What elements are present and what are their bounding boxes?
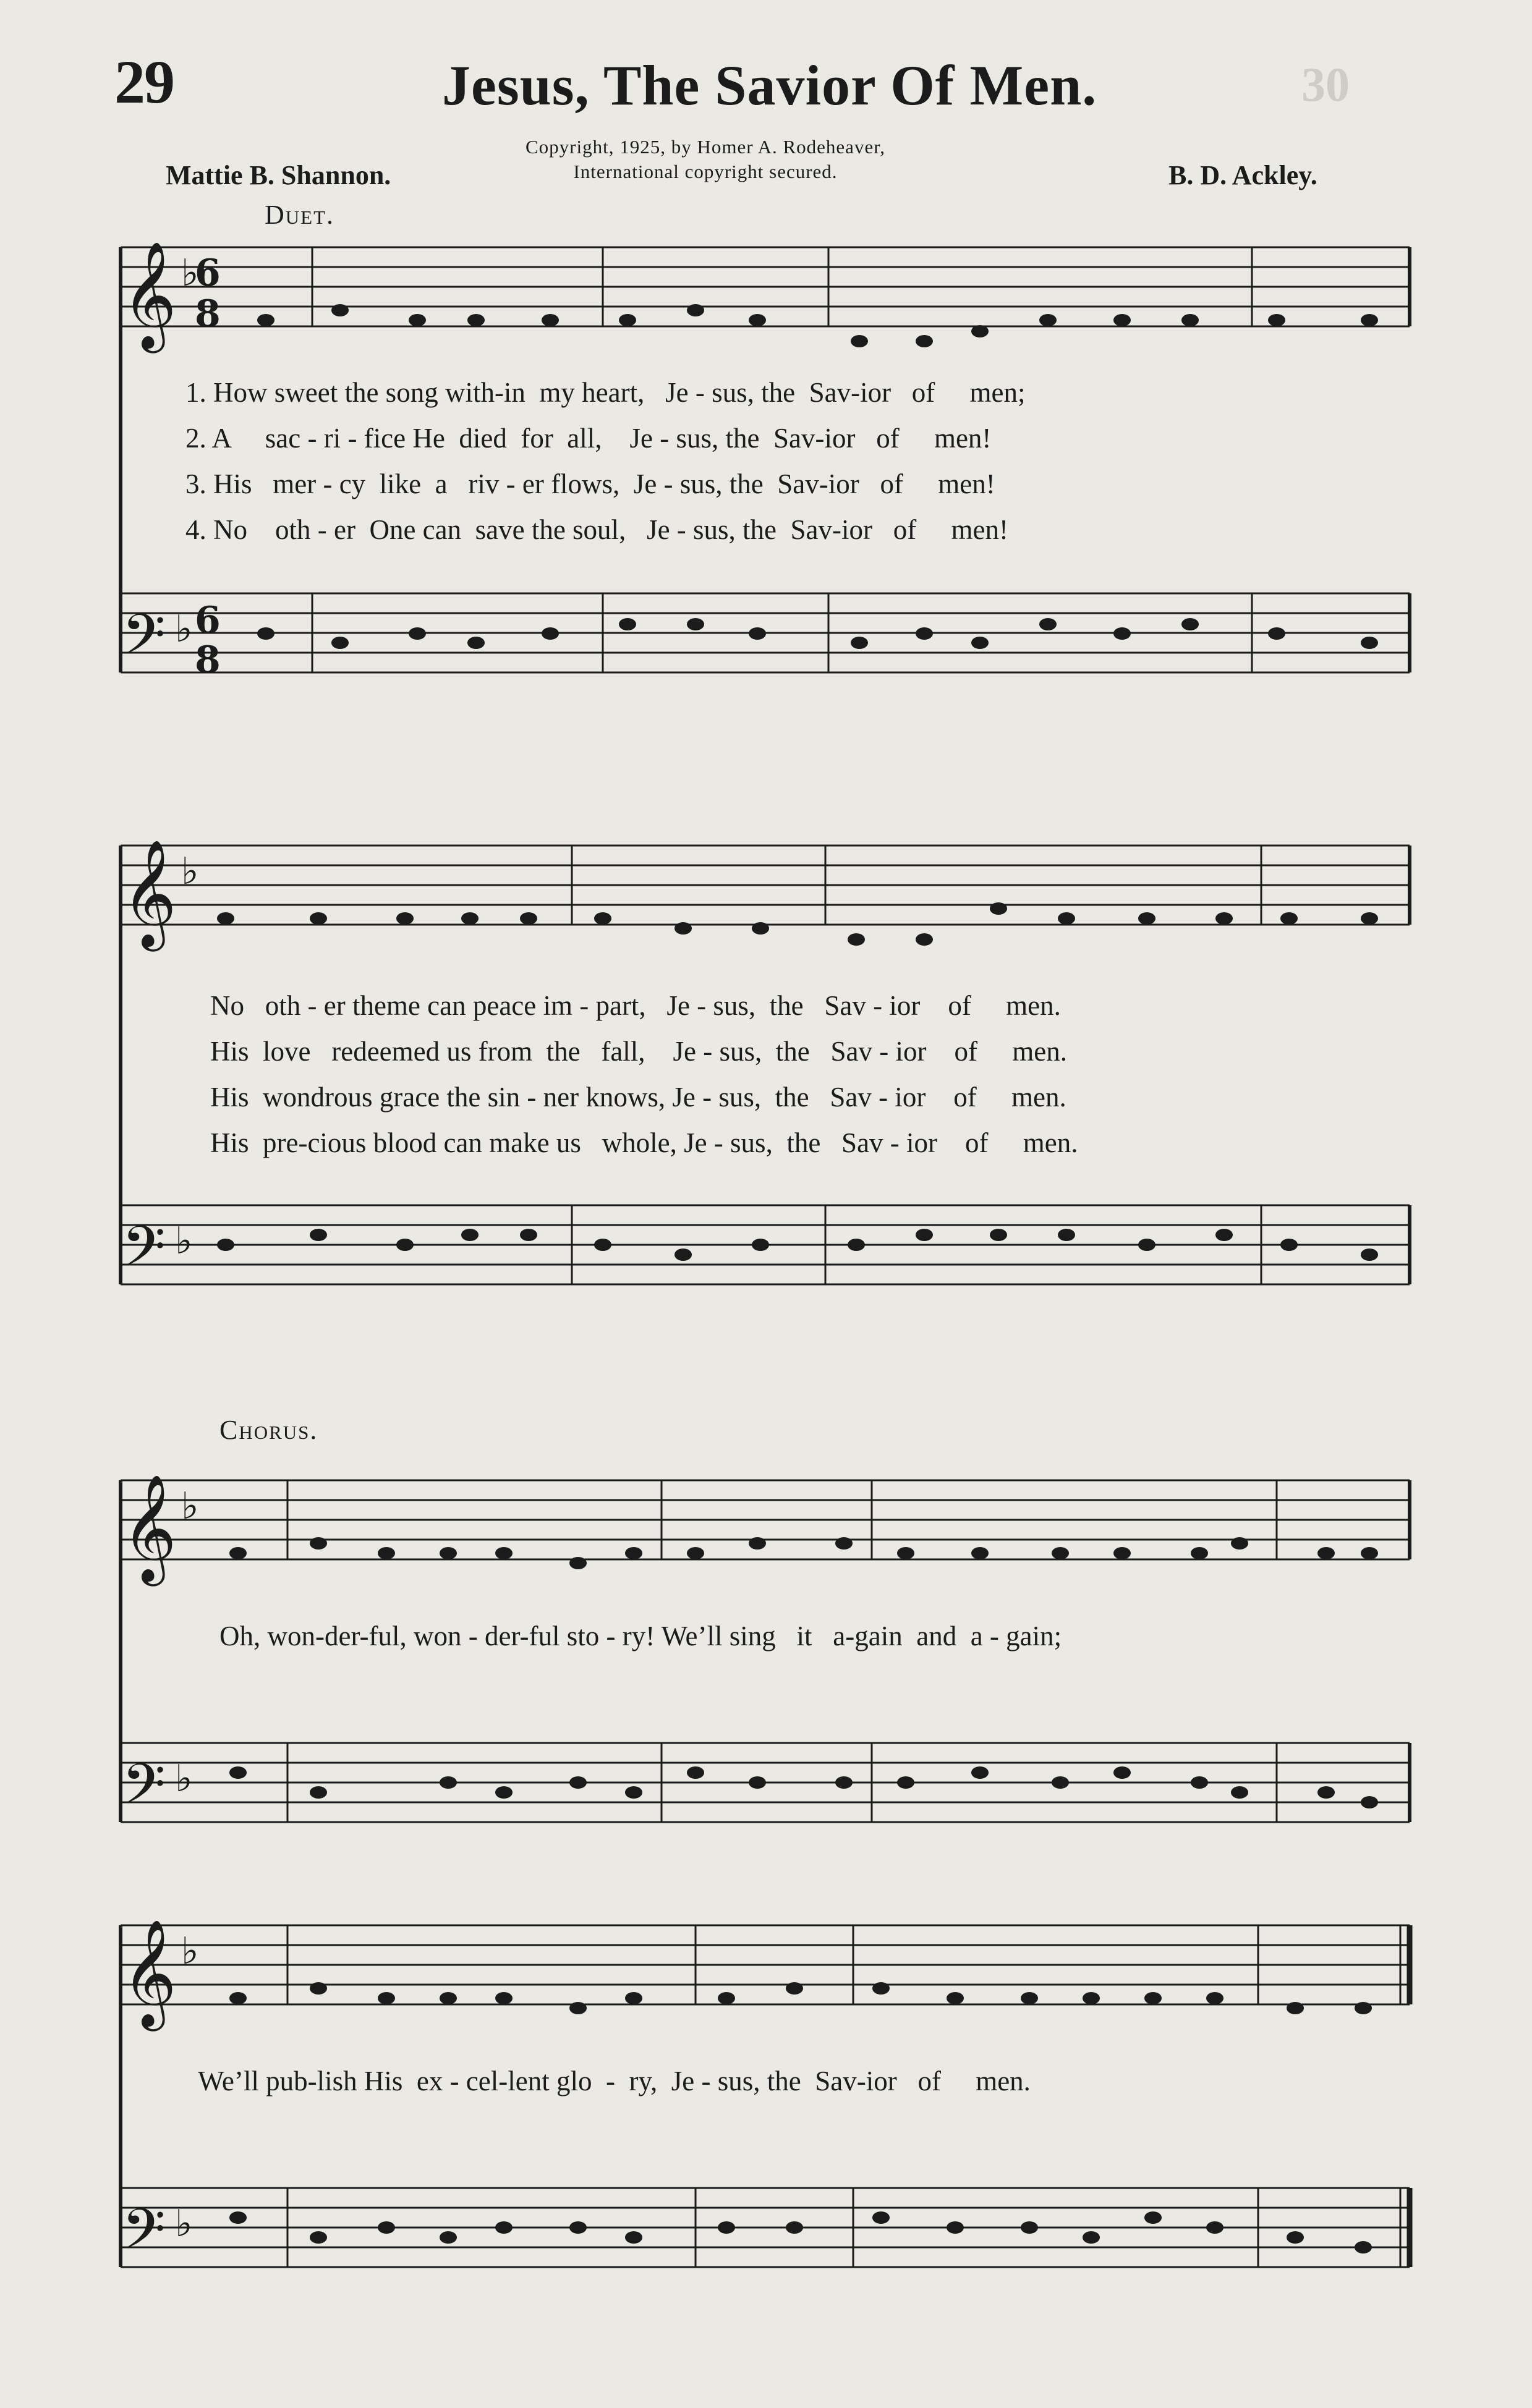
svg-text:𝄞: 𝄞: [122, 839, 177, 947]
composer-credit: B. D. Ackley.: [1168, 160, 1317, 190]
staff-graphics: [102, 1462, 1419, 1870]
duet-label: Duet.: [265, 200, 335, 230]
lyric-verse-3: His wondrous grace the sin - ner knows, Je - sus, the Sav - ior of men.: [210, 1082, 1066, 1113]
svg-text:8: 8: [195, 292, 221, 336]
lyric-chorus-line-2: We’ll pub-lish His ex - cel-lent glo - ry, Je - sus, the Sav-ior of men.: [198, 2066, 1031, 2096]
lyric-verse-2: His love redeemed us from the fall, Je - sus, the Sav - ior of men.: [210, 1036, 1067, 1067]
hymn-title: Jesus, The Savior Of Men.: [442, 54, 1097, 117]
svg-text:♭: ♭: [181, 252, 199, 295]
copyright-line: International copyright secured.: [573, 161, 838, 182]
copyright-line: Copyright, 1925, by Homer A. Rodeheaver,: [526, 136, 886, 158]
svg-text:𝄢: 𝄢: [122, 602, 166, 681]
svg-text:𝄞: 𝄞: [122, 241, 177, 349]
lyric-verse-4: His pre-cious blood can make us whole, Je - sus, the Sav - ior of men.: [210, 1127, 1078, 1158]
svg-text:8: 8: [195, 638, 221, 682]
lyric-verse-2: 2. A sac - ri - fice He died for all, Je - sus, the Sav-ior of men!: [185, 423, 992, 454]
svg-text:𝄢: 𝄢: [122, 1214, 166, 1293]
svg-text:6: 6: [195, 599, 221, 642]
copyright-notice: [526, 135, 885, 184]
music-system-1: [102, 229, 1419, 708]
svg-text:♭: ♭: [175, 1757, 193, 1800]
svg-text:6: 6: [195, 252, 221, 295]
music-system-4: [102, 1907, 1419, 2302]
lyric-chorus-line-1: Oh, won-der-ful, won - der-ful sto - ry! We’ll sing it a-gain and a - gain;: [219, 1621, 1062, 1651]
lyricist-credit: Mattie B. Shannon.: [166, 160, 391, 190]
lyric-verse-3: 3. His mer - cy like a riv - er flows, Je - sus, the Sav-ior of men!: [185, 468, 995, 499]
staff-graphics: [102, 1907, 1419, 2302]
svg-text:♭: ♭: [181, 1930, 199, 1973]
lyric-verse-1: 1. How sweet the song with-in my heart, Je - sus, the Sav-ior of men;: [185, 377, 1026, 408]
lyric-verse-1: No oth - er theme can peace im - part, Je - sus, the Sav - ior of men.: [210, 990, 1061, 1021]
svg-text:♭: ♭: [175, 2202, 193, 2245]
svg-text:♭: ♭: [181, 1485, 199, 1528]
bleed-through-page-number: 30: [1301, 57, 1350, 111]
chorus-label: Chorus.: [219, 1415, 318, 1445]
hymn-number: 29: [114, 48, 174, 116]
svg-text:♭: ♭: [175, 608, 193, 651]
svg-text:𝄢: 𝄢: [122, 2197, 166, 2276]
lyric-verse-4: 4. No oth - er One can save the soul, Je - sus, the Sav-ior of men!: [185, 514, 1008, 545]
svg-text:𝄞: 𝄞: [122, 1474, 177, 1582]
music-system-2: [102, 827, 1419, 1321]
svg-text:♭: ♭: [175, 1219, 193, 1263]
music-system-3-chorus: [102, 1462, 1419, 1870]
svg-text:𝄢: 𝄢: [122, 1752, 166, 1831]
svg-text:♭: ♭: [181, 850, 199, 893]
svg-text:𝄞: 𝄞: [122, 1919, 177, 2027]
